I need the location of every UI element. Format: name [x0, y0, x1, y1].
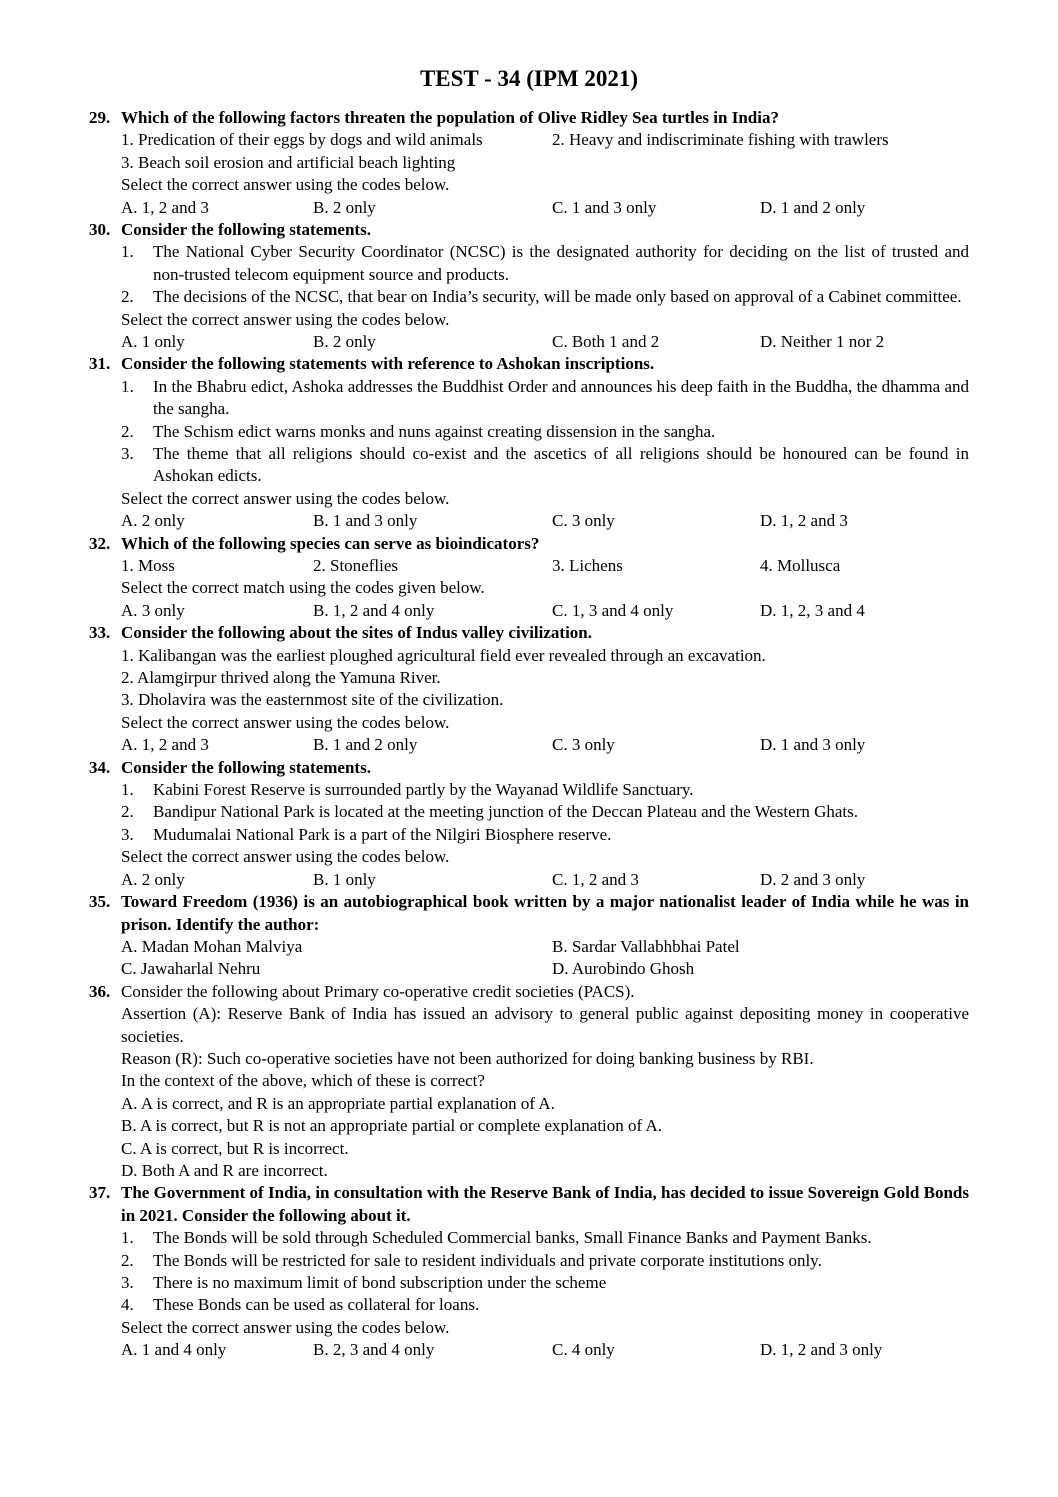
statement: 2. Heavy and indiscriminate fishing with trawlers	[552, 130, 889, 150]
option-a: A. 3 only	[121, 600, 185, 620]
statement: 3. There is no maximum limit of bond subscription under the scheme	[121, 1272, 607, 1292]
option-d: D. 1, 2 and 3	[760, 511, 848, 531]
instruction: Select the correct answer using the codes below.	[121, 488, 450, 508]
question-30	[89, 219, 969, 353]
option-c: C. 1 and 3 only	[552, 197, 657, 217]
option-c: C. 1, 3 and 4 only	[552, 600, 674, 620]
question-number: 32.	[89, 533, 111, 553]
statement: 4. These Bonds can be used as collateral for loans.	[121, 1295, 480, 1315]
statement: 2. Bandipur National Park is located at the meeting junction of the Deccan Plateau and the Western Ghats.	[121, 802, 859, 822]
option-a: A. 1 and 4 only	[121, 1340, 227, 1360]
question-number: 34.	[89, 757, 111, 777]
option-d: D. 1, 2 and 3 only	[760, 1340, 883, 1360]
assertion: Assertion (A): Reserve Bank of India has issued an advisory to general public against depositing money in cooperative societies.	[121, 1004, 969, 1046]
question-32	[89, 533, 969, 623]
option-c: C. 1, 2 and 3	[552, 869, 639, 889]
option-a: A. 1 only	[121, 332, 185, 352]
question-29	[89, 107, 969, 219]
statement: 1. The National Cyber Security Coordinator (NCSC) is the designated authority for deciding on the list of trusted and non-trusted telecom equipment source and products.	[121, 242, 969, 284]
question-text: 30. Consider the following statements.	[89, 219, 969, 241]
statement: 3. The theme that all religions should co-exist and the ascetics of all religions should be honoured can be found in Ashokan edicts.	[121, 444, 969, 486]
question-number: 30.	[89, 220, 111, 239]
statement: 2. Alamgirpur thrived along the Yamuna River.	[121, 668, 441, 688]
question-text: 29. Which of the following factors threaten the population of Olive Ridley Sea turtles in India?	[89, 107, 969, 129]
instruction: Select the correct match using the codes given below.	[121, 578, 485, 598]
instruction: Select the correct answer using the codes below.	[121, 1317, 450, 1337]
option-d: D. 2 and 3 only	[760, 869, 866, 889]
question-list	[89, 107, 969, 1362]
option-b: B. 1 only	[313, 869, 376, 889]
species-item: 1. Moss	[121, 556, 175, 576]
instruction: Select the correct answer using the codes below.	[121, 175, 450, 195]
option-b: B. 2 only	[313, 332, 376, 352]
option-b: B. 1 and 2 only	[313, 735, 418, 755]
option-d: D. 1, 2, 3 and 4	[760, 600, 865, 620]
question-number: 33.	[89, 623, 111, 643]
species-item: 4. Mollusca	[760, 556, 841, 576]
statement-row	[121, 129, 969, 151]
answer-options	[121, 510, 969, 532]
question-number: 31.	[89, 354, 111, 374]
option-d: D. Aurobindo Ghosh	[552, 959, 695, 979]
page-title: TEST - 34 (IPM 2021)	[419, 66, 639, 91]
answer-options	[121, 331, 969, 353]
option-d: D. Both A and R are incorrect.	[121, 1160, 328, 1180]
question-text: 35. Toward Freedom (1936) is an autobiographical book written by a major nationalist leader of India while he was in prison. Identify the author:	[89, 892, 969, 934]
statement: 1. In the Bhabru edict, Ashoka addresses the Buddhist Order and announces his deep faith in the Buddha, the dhamma and the sangha.	[121, 376, 969, 419]
option-c: C. Jawaharlal Nehru	[121, 959, 261, 979]
option-c: C. 4 only	[552, 1340, 615, 1360]
option-c: C. Both 1 and 2	[552, 332, 660, 352]
question-text: 32. Which of the following species can serve as bioindicators?	[89, 533, 969, 555]
question-37	[89, 1182, 969, 1361]
instruction: Select the correct answer using the codes below.	[121, 712, 450, 732]
option-b: B. 2 only	[313, 197, 376, 217]
question-34	[89, 757, 969, 891]
option-c: C. A is correct, but R is incorrect.	[121, 1138, 349, 1158]
option-b: B. 1 and 3 only	[313, 511, 418, 531]
option-d: D. 1 and 3 only	[760, 735, 866, 755]
option-c: C. 3 only	[552, 735, 615, 755]
question-31	[89, 353, 969, 532]
statement: 1. Kalibangan was the earliest ploughed agricultural field ever revealed through an excavation.	[121, 645, 766, 665]
statement: 1. Predication of their eggs by dogs and wild animals	[121, 130, 483, 150]
option-a: A. 2 only	[121, 869, 185, 889]
statement: 2. The decisions of the NCSC, that bear on India’s security, will be made only based on approval of a Cabinet committee.	[121, 287, 962, 307]
question-35	[89, 891, 969, 981]
statement: 2. The Bonds will be restricted for sale to resident individuals and private corporate institutions only.	[121, 1250, 822, 1270]
question-number: 37.	[89, 1183, 111, 1203]
option-b: B. Sardar Vallabhbhai Patel	[552, 936, 740, 956]
option-b: B. 2, 3 and 4 only	[313, 1340, 435, 1360]
option-d: D. 1 and 2 only	[760, 197, 866, 217]
answer-options	[121, 1339, 969, 1361]
instruction: In the context of the above, which of these is correct?	[121, 1071, 485, 1091]
question-text: 31. Consider the following statements with reference to Ashokan inscriptions.	[89, 353, 969, 375]
instruction: Select the correct answer using the codes below.	[121, 847, 450, 867]
option-a: A. 2 only	[121, 511, 185, 531]
answer-options	[121, 734, 969, 756]
option-b: B. 1, 2 and 4 only	[313, 600, 435, 620]
answer-options	[121, 869, 969, 891]
question-text: 34. Consider the following statements.	[89, 757, 969, 779]
answer-options	[121, 958, 969, 980]
option-a: A. 1, 2 and 3	[121, 735, 209, 755]
question-number: 29.	[89, 108, 111, 127]
question-text: 37. The Government of India, in consultation with the Reserve Bank of India, has decided to issue Sovereign Gold Bonds in 2021. Consider the following about it.	[89, 1183, 969, 1225]
question-number: 36.	[89, 981, 111, 1001]
statement: 3. Beach soil erosion and artificial beach lighting	[121, 152, 456, 172]
option-c: C. 3 only	[552, 511, 615, 531]
option-d: D. Neither 1 nor 2	[760, 332, 885, 352]
species-item: 2. Stoneflies	[313, 556, 398, 576]
question-text: 33. Consider the following about the sites of Indus valley civilization.	[89, 622, 969, 644]
option-a: A. Madan Mohan Malviya	[121, 936, 303, 956]
question-text: 36. Consider the following about Primary co-operative credit societies (PACS).	[89, 981, 969, 1003]
option-a: A. 1, 2 and 3	[121, 197, 209, 217]
question-number: 35.	[89, 892, 111, 912]
reason: Reason (R): Such co-operative societies have not been authorized for doing banking business by RBI.	[121, 1048, 814, 1068]
statement: 2. The Schism edict warns monks and nuns against creating dissension in the sangha.	[121, 421, 716, 441]
question-36	[89, 981, 969, 1183]
instruction: Select the correct answer using the codes below.	[121, 309, 450, 329]
species-list	[121, 555, 969, 577]
statement: 1. Kabini Forest Reserve is surrounded partly by the Wayanad Wildlife Sanctuary.	[121, 780, 694, 800]
option-a: A. A is correct, and R is an appropriate partial explanation of A.	[121, 1093, 555, 1113]
statement: 3. Mudumalai National Park is a part of the Nilgiri Biosphere reserve.	[121, 824, 612, 844]
question-33	[89, 622, 969, 756]
answer-options	[121, 600, 969, 622]
statement: 1. The Bonds will be sold through Scheduled Commercial banks, Small Finance Banks and Payment Banks.	[121, 1228, 872, 1248]
species-item: 3. Lichens	[552, 556, 623, 576]
answer-options	[121, 197, 969, 219]
answer-options	[121, 936, 969, 958]
option-b: B. A is correct, but R is not an appropriate partial or complete explanation of A.	[121, 1116, 663, 1136]
statement: 3. Dholavira was the easternmost site of the civilization.	[121, 690, 504, 710]
